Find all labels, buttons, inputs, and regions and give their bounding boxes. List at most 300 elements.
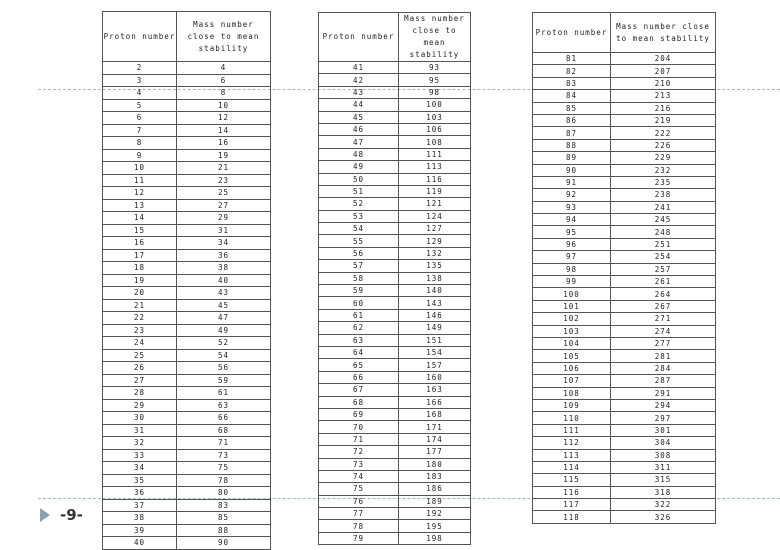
table-row xyxy=(533,214,716,226)
table-row xyxy=(533,77,716,89)
mass-number-cell: 157 xyxy=(399,359,471,371)
mass-number-cell: 229 xyxy=(611,152,716,164)
table-row xyxy=(103,462,271,475)
proton-number-cell: 30 xyxy=(103,412,177,425)
table-row xyxy=(533,288,716,300)
mass-number-cell: 100 xyxy=(399,99,471,111)
proton-number-cell: 7 xyxy=(103,124,177,137)
table-row xyxy=(533,449,716,461)
table-row xyxy=(319,309,471,321)
table-row xyxy=(319,161,471,173)
mass-number-cell: 204 xyxy=(611,53,716,65)
proton-number-cell: 47 xyxy=(319,136,399,148)
proton-number-cell: 5 xyxy=(103,99,177,112)
proton-number-cell: 43 xyxy=(319,86,399,98)
proton-number-cell: 88 xyxy=(533,139,611,151)
proton-number-cell: 79 xyxy=(319,532,399,544)
table-row xyxy=(319,396,471,408)
table-row xyxy=(319,111,471,123)
table-row xyxy=(103,262,271,275)
proton-number-cell: 41 xyxy=(319,62,399,74)
mass-number-cell: 326 xyxy=(611,511,716,523)
proton-number-cell: 35 xyxy=(103,474,177,487)
mass-number-cell: 49 xyxy=(177,324,271,337)
proton-number-cell: 103 xyxy=(533,325,611,337)
proton-number-cell: 52 xyxy=(319,198,399,210)
table-row xyxy=(533,399,716,411)
proton-number-cell: 113 xyxy=(533,449,611,461)
table-row xyxy=(103,199,271,212)
table-row xyxy=(319,433,471,445)
table-row xyxy=(319,198,471,210)
proton-number-cell: 20 xyxy=(103,287,177,300)
proton-number-cell: 3 xyxy=(103,74,177,87)
table-row xyxy=(319,86,471,98)
proton-number-cell: 61 xyxy=(319,309,399,321)
mass-number-cell: 36 xyxy=(177,249,271,262)
proton-number-cell: 96 xyxy=(533,238,611,250)
proton-number-cell: 101 xyxy=(533,300,611,312)
table-row xyxy=(533,127,716,139)
table-row xyxy=(103,99,271,112)
mass-number-cell: 80 xyxy=(177,487,271,500)
table-row xyxy=(103,412,271,425)
proton-number-cell: 4 xyxy=(103,87,177,100)
mass-number-cell: 124 xyxy=(399,210,471,222)
proton-number-cell: 37 xyxy=(103,499,177,512)
stability-table-3 xyxy=(532,12,716,524)
table-row xyxy=(533,53,716,65)
proton-number-cell: 73 xyxy=(319,458,399,470)
proton-number-cell: 53 xyxy=(319,210,399,222)
table-row xyxy=(533,90,716,102)
mass-number-cell: 95 xyxy=(399,74,471,86)
proton-number-cell: 57 xyxy=(319,260,399,272)
table-row xyxy=(319,260,471,272)
table-row xyxy=(319,99,471,111)
table-row xyxy=(319,210,471,222)
mass-number-cell: 232 xyxy=(611,164,716,176)
header-proton-number: Proton number xyxy=(103,12,177,62)
mass-number-cell: 143 xyxy=(399,297,471,309)
mass-number-cell: 83 xyxy=(177,499,271,512)
proton-number-cell: 109 xyxy=(533,399,611,411)
mass-number-cell: 281 xyxy=(611,350,716,362)
table-row xyxy=(533,511,716,523)
proton-number-cell: 19 xyxy=(103,274,177,287)
proton-number-cell: 13 xyxy=(103,199,177,212)
mass-number-cell: 151 xyxy=(399,334,471,346)
mass-number-cell: 19 xyxy=(177,149,271,162)
table-row xyxy=(319,123,471,135)
table-row xyxy=(103,112,271,125)
mass-number-cell: 132 xyxy=(399,247,471,259)
table-row xyxy=(103,437,271,450)
proton-number-cell: 32 xyxy=(103,437,177,450)
proton-number-cell: 105 xyxy=(533,350,611,362)
stability-table-1 xyxy=(102,11,271,550)
mass-number-cell: 88 xyxy=(177,524,271,537)
mass-number-cell: 235 xyxy=(611,176,716,188)
mass-number-cell: 166 xyxy=(399,396,471,408)
mass-number-cell: 73 xyxy=(177,449,271,462)
proton-number-cell: 66 xyxy=(319,371,399,383)
mass-number-cell: 192 xyxy=(399,508,471,520)
proton-number-cell: 21 xyxy=(103,299,177,312)
table-row xyxy=(103,387,271,400)
mass-number-cell: 291 xyxy=(611,387,716,399)
proton-number-cell: 23 xyxy=(103,324,177,337)
table-row xyxy=(533,350,716,362)
proton-number-cell: 93 xyxy=(533,201,611,213)
proton-number-cell: 78 xyxy=(319,520,399,532)
table-row xyxy=(103,224,271,237)
table-row xyxy=(533,461,716,473)
mass-number-cell: 63 xyxy=(177,399,271,412)
table-row xyxy=(319,495,471,507)
table-row xyxy=(319,247,471,259)
proton-number-cell: 86 xyxy=(533,114,611,126)
mass-number-cell: 163 xyxy=(399,384,471,396)
proton-number-cell: 84 xyxy=(533,90,611,102)
table-row xyxy=(533,114,716,126)
table-row xyxy=(103,212,271,225)
mass-number-cell: 71 xyxy=(177,437,271,450)
proton-number-cell: 99 xyxy=(533,276,611,288)
table-row xyxy=(319,235,471,247)
mass-number-cell: 267 xyxy=(611,300,716,312)
table-row xyxy=(103,537,271,550)
mass-number-cell: 154 xyxy=(399,346,471,358)
table-row xyxy=(103,499,271,512)
mass-number-cell: 207 xyxy=(611,65,716,77)
table-row xyxy=(103,524,271,537)
proton-number-cell: 6 xyxy=(103,112,177,125)
proton-number-cell: 74 xyxy=(319,470,399,482)
mass-number-cell: 261 xyxy=(611,276,716,288)
mass-number-cell: 174 xyxy=(399,433,471,445)
proton-number-cell: 89 xyxy=(533,152,611,164)
mass-number-cell: 287 xyxy=(611,375,716,387)
stability-table-2 xyxy=(318,12,471,545)
mass-number-cell: 238 xyxy=(611,189,716,201)
table-row xyxy=(319,446,471,458)
table-row xyxy=(319,458,471,470)
mass-number-cell: 135 xyxy=(399,260,471,272)
table-row xyxy=(533,176,716,188)
proton-number-cell: 24 xyxy=(103,337,177,350)
mass-number-cell: 23 xyxy=(177,174,271,187)
table-row xyxy=(103,487,271,500)
proton-number-cell: 70 xyxy=(319,421,399,433)
table-row xyxy=(533,65,716,77)
proton-number-cell: 69 xyxy=(319,408,399,420)
mass-number-cell: 277 xyxy=(611,337,716,349)
proton-number-cell: 44 xyxy=(319,99,399,111)
proton-number-cell: 82 xyxy=(533,65,611,77)
proton-number-cell: 108 xyxy=(533,387,611,399)
table-row xyxy=(103,299,271,312)
proton-number-cell: 76 xyxy=(319,495,399,507)
table-row xyxy=(533,375,716,387)
table-row xyxy=(533,152,716,164)
proton-number-cell: 9 xyxy=(103,149,177,162)
mass-number-cell: 248 xyxy=(611,226,716,238)
mass-number-cell: 183 xyxy=(399,470,471,482)
mass-number-cell: 146 xyxy=(399,309,471,321)
table-row xyxy=(533,139,716,151)
table-row xyxy=(103,474,271,487)
mass-number-cell: 308 xyxy=(611,449,716,461)
mass-number-cell: 34 xyxy=(177,237,271,250)
mass-number-cell: 264 xyxy=(611,288,716,300)
proton-number-cell: 11 xyxy=(103,174,177,187)
proton-number-cell: 97 xyxy=(533,251,611,263)
header-proton-number: Proton number xyxy=(533,13,611,53)
mass-number-cell: 54 xyxy=(177,349,271,362)
mass-number-cell: 271 xyxy=(611,313,716,325)
mass-number-cell: 219 xyxy=(611,114,716,126)
table-row xyxy=(533,325,716,337)
proton-number-cell: 94 xyxy=(533,214,611,226)
table-row xyxy=(103,324,271,337)
mass-number-cell: 168 xyxy=(399,408,471,420)
proton-number-cell: 46 xyxy=(319,123,399,135)
proton-number-cell: 8 xyxy=(103,137,177,150)
proton-number-cell: 111 xyxy=(533,424,611,436)
proton-number-cell: 98 xyxy=(533,263,611,275)
table-row xyxy=(103,187,271,200)
table-row xyxy=(533,499,716,511)
proton-number-cell: 39 xyxy=(103,524,177,537)
table-row xyxy=(103,274,271,287)
proton-number-cell: 59 xyxy=(319,285,399,297)
mass-number-cell: 322 xyxy=(611,499,716,511)
table-row xyxy=(533,313,716,325)
proton-number-cell: 60 xyxy=(319,297,399,309)
mass-number-cell: 198 xyxy=(399,532,471,544)
table-row xyxy=(319,346,471,358)
table-row xyxy=(319,322,471,334)
proton-number-cell: 45 xyxy=(319,111,399,123)
table-row xyxy=(533,362,716,374)
proton-number-cell: 75 xyxy=(319,483,399,495)
mass-number-cell: 45 xyxy=(177,299,271,312)
mass-number-cell: 138 xyxy=(399,272,471,284)
proton-number-cell: 87 xyxy=(533,127,611,139)
mass-number-cell: 304 xyxy=(611,437,716,449)
mass-number-cell: 75 xyxy=(177,462,271,475)
header-mass-number: Mass number close to mean stability xyxy=(399,13,471,62)
mass-number-cell: 90 xyxy=(177,537,271,550)
proton-number-cell: 14 xyxy=(103,212,177,225)
proton-number-cell: 95 xyxy=(533,226,611,238)
proton-number-cell: 68 xyxy=(319,396,399,408)
header-proton-number: Proton number xyxy=(319,13,399,62)
table-row xyxy=(533,102,716,114)
proton-number-cell: 65 xyxy=(319,359,399,371)
proton-number-cell: 100 xyxy=(533,288,611,300)
table-row xyxy=(533,201,716,213)
proton-number-cell: 54 xyxy=(319,223,399,235)
mass-number-cell: 257 xyxy=(611,263,716,275)
mass-number-cell: 10 xyxy=(177,99,271,112)
mass-number-cell: 113 xyxy=(399,161,471,173)
mass-number-cell: 78 xyxy=(177,474,271,487)
proton-number-cell: 38 xyxy=(103,512,177,525)
proton-number-cell: 90 xyxy=(533,164,611,176)
mass-number-cell: 66 xyxy=(177,412,271,425)
mass-number-cell: 171 xyxy=(399,421,471,433)
proton-number-cell: 83 xyxy=(533,77,611,89)
mass-number-cell: 59 xyxy=(177,374,271,387)
table-row xyxy=(103,87,271,100)
mass-number-cell: 93 xyxy=(399,62,471,74)
table-row xyxy=(319,185,471,197)
proton-number-cell: 26 xyxy=(103,362,177,375)
proton-number-cell: 56 xyxy=(319,247,399,259)
mass-number-cell: 222 xyxy=(611,127,716,139)
table-row xyxy=(533,474,716,486)
table-row xyxy=(319,470,471,482)
table-row xyxy=(319,371,471,383)
proton-number-cell: 63 xyxy=(319,334,399,346)
table-row xyxy=(103,174,271,187)
next-slide-arrow-icon[interactable] xyxy=(40,508,50,522)
mass-number-cell: 52 xyxy=(177,337,271,350)
table-row xyxy=(103,287,271,300)
proton-number-cell: 92 xyxy=(533,189,611,201)
mass-number-cell: 29 xyxy=(177,212,271,225)
table-row xyxy=(103,337,271,350)
mass-number-cell: 56 xyxy=(177,362,271,375)
table-row xyxy=(103,512,271,525)
proton-number-cell: 67 xyxy=(319,384,399,396)
proton-number-cell: 33 xyxy=(103,449,177,462)
mass-number-cell: 129 xyxy=(399,235,471,247)
table-row xyxy=(319,408,471,420)
table-row xyxy=(533,412,716,424)
table-row xyxy=(533,300,716,312)
proton-number-cell: 22 xyxy=(103,312,177,325)
table-row xyxy=(103,349,271,362)
proton-number-cell: 31 xyxy=(103,424,177,437)
mass-number-cell: 111 xyxy=(399,148,471,160)
table-row xyxy=(103,137,271,150)
table-row xyxy=(319,520,471,532)
proton-number-cell: 106 xyxy=(533,362,611,374)
proton-number-cell: 115 xyxy=(533,474,611,486)
proton-number-cell: 117 xyxy=(533,499,611,511)
proton-number-cell: 49 xyxy=(319,161,399,173)
mass-number-cell: 31 xyxy=(177,224,271,237)
mass-number-cell: 98 xyxy=(399,86,471,98)
mass-number-cell: 121 xyxy=(399,198,471,210)
mass-number-cell: 85 xyxy=(177,512,271,525)
mass-number-cell: 47 xyxy=(177,312,271,325)
proton-number-cell: 27 xyxy=(103,374,177,387)
mass-number-cell: 210 xyxy=(611,77,716,89)
mass-number-cell: 61 xyxy=(177,387,271,400)
table-row xyxy=(533,263,716,275)
mass-number-cell: 108 xyxy=(399,136,471,148)
table-row xyxy=(103,424,271,437)
mass-number-cell: 318 xyxy=(611,486,716,498)
proton-number-cell: 48 xyxy=(319,148,399,160)
table-row xyxy=(103,449,271,462)
table-row xyxy=(319,272,471,284)
mass-number-cell: 195 xyxy=(399,520,471,532)
mass-number-cell: 149 xyxy=(399,322,471,334)
proton-number-cell: 17 xyxy=(103,249,177,262)
mass-number-cell: 21 xyxy=(177,162,271,175)
header-mass-number: Mass number close to mean stability xyxy=(177,12,271,62)
table-row xyxy=(103,62,271,75)
proton-number-cell: 110 xyxy=(533,412,611,424)
table-row xyxy=(103,162,271,175)
table-row xyxy=(533,424,716,436)
proton-number-cell: 116 xyxy=(533,486,611,498)
mass-number-cell: 103 xyxy=(399,111,471,123)
table-row xyxy=(319,532,471,544)
table-row xyxy=(319,136,471,148)
table-row xyxy=(533,337,716,349)
mass-number-cell: 140 xyxy=(399,285,471,297)
proton-number-cell: 114 xyxy=(533,461,611,473)
mass-number-cell: 274 xyxy=(611,325,716,337)
proton-number-cell: 34 xyxy=(103,462,177,475)
mass-number-cell: 216 xyxy=(611,102,716,114)
mass-number-cell: 12 xyxy=(177,112,271,125)
mass-number-cell: 251 xyxy=(611,238,716,250)
proton-number-cell: 42 xyxy=(319,74,399,86)
mass-number-cell: 127 xyxy=(399,223,471,235)
proton-number-cell: 15 xyxy=(103,224,177,237)
table-row xyxy=(319,334,471,346)
mass-number-cell: 177 xyxy=(399,446,471,458)
table-row xyxy=(533,486,716,498)
proton-number-cell: 2 xyxy=(103,62,177,75)
table-row xyxy=(319,359,471,371)
table-row xyxy=(103,374,271,387)
mass-number-cell: 43 xyxy=(177,287,271,300)
table-row xyxy=(103,149,271,162)
proton-number-cell: 62 xyxy=(319,322,399,334)
proton-number-cell: 107 xyxy=(533,375,611,387)
table-row xyxy=(533,164,716,176)
mass-number-cell: 297 xyxy=(611,412,716,424)
mass-number-cell: 16 xyxy=(177,137,271,150)
mass-number-cell: 284 xyxy=(611,362,716,374)
table-row xyxy=(319,223,471,235)
table-row xyxy=(533,387,716,399)
table-row xyxy=(533,189,716,201)
proton-number-cell: 118 xyxy=(533,511,611,523)
mass-number-cell: 186 xyxy=(399,483,471,495)
table-row xyxy=(319,508,471,520)
proton-number-cell: 25 xyxy=(103,349,177,362)
proton-number-cell: 36 xyxy=(103,487,177,500)
mass-number-cell: 4 xyxy=(177,62,271,75)
table-row xyxy=(319,285,471,297)
mass-number-cell: 14 xyxy=(177,124,271,137)
mass-number-cell: 27 xyxy=(177,199,271,212)
proton-number-cell: 16 xyxy=(103,237,177,250)
proton-number-cell: 91 xyxy=(533,176,611,188)
table-row xyxy=(319,148,471,160)
proton-number-cell: 64 xyxy=(319,346,399,358)
header-mass-number: Mass number close to mean stability xyxy=(611,13,716,53)
